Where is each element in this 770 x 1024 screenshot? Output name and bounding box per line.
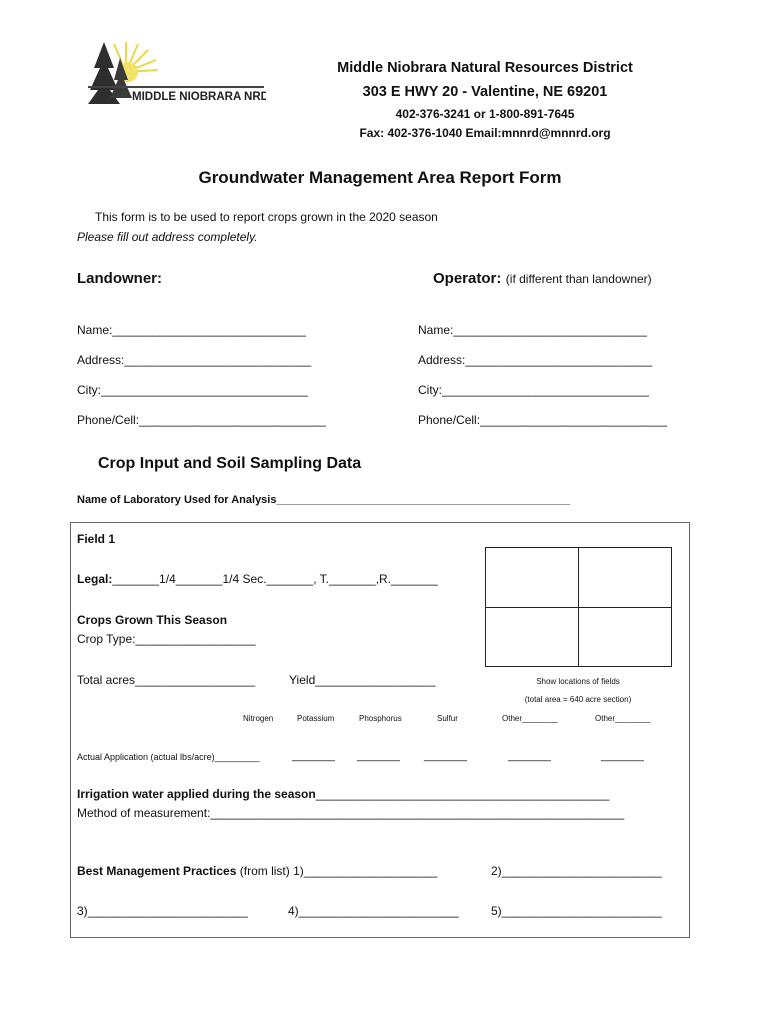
map-caption-2: (total area = 640 acre section) xyxy=(524,695,632,704)
crop-type-field[interactable]: Crop Type:__________________ xyxy=(77,632,256,646)
form-instruction: Please fill out address completely. xyxy=(77,230,258,244)
application-blank[interactable]: _______ xyxy=(292,750,335,762)
legal-fields[interactable]: _______1/4_______1/4 Sec._______, T._______,R._______ xyxy=(112,572,438,586)
tree-sun-logo-icon xyxy=(86,40,266,106)
application-blank[interactable]: _______ xyxy=(424,750,467,762)
bmp-row xyxy=(77,864,437,878)
application-blank[interactable]: _______ xyxy=(508,750,551,762)
total-acres-field[interactable]: Total acres__________________ xyxy=(77,673,256,687)
actual-application-label[interactable]: Actual Application (actual lbs/acre)_________ xyxy=(77,752,260,762)
landowner-heading: Landowner: xyxy=(77,270,162,287)
nutrient-phosphorus: Phosphorus xyxy=(359,714,402,723)
lab-name-field[interactable]: Name of Laboratory Used for Analysis________________________________________________ xyxy=(77,494,571,506)
nutrient-other-2[interactable]: Other________ xyxy=(595,714,651,723)
crop-section-heading: Crop Input and Soil Sampling Data xyxy=(98,455,362,472)
legal-row[interactable] xyxy=(77,572,438,586)
operator-name-field[interactable]: Name:_____________________________ xyxy=(418,323,647,337)
nutrient-potassium: Potassium xyxy=(297,714,335,723)
operator-heading-row xyxy=(433,270,652,288)
operator-heading: Operator: xyxy=(433,270,502,287)
crops-heading: Crops Grown This Season xyxy=(77,613,228,627)
form-intro: This form is to be used to report crops grown in the 2020 season xyxy=(95,210,438,224)
org-address: 303 E HWY 20 - Valentine, NE 69201 xyxy=(362,84,608,100)
grid-horizontal-line xyxy=(486,607,671,608)
bmp-note: (from list) xyxy=(239,864,290,878)
field-title: Field 1 xyxy=(77,532,116,546)
application-blank[interactable]: _______ xyxy=(601,750,644,762)
operator-city-field[interactable]: City:_______________________________ xyxy=(418,383,649,397)
org-name: Middle Niobrara Natural Resources District xyxy=(337,60,633,76)
nutrient-sulfur: Sulfur xyxy=(437,714,458,723)
bmp-3-field[interactable]: 3)________________________ xyxy=(77,904,248,918)
application-blank[interactable]: _______ xyxy=(357,750,400,762)
bmp-4-field[interactable]: 4)________________________ xyxy=(288,904,459,918)
nrd-logo xyxy=(86,40,266,106)
bmp-5-field[interactable]: 5)________________________ xyxy=(491,904,662,918)
irrigation-label: Irrigation water applied during the season xyxy=(77,787,316,801)
method-field[interactable]: Method of measurement:______________________________________________________________ xyxy=(77,806,625,820)
bmp-label: Best Management Practices xyxy=(77,864,237,878)
bmp-2-field[interactable]: 2)________________________ xyxy=(491,864,662,878)
operator-phone-field[interactable]: Phone/Cell:____________________________ xyxy=(418,413,667,427)
nutrient-nitrogen: Nitrogen xyxy=(243,714,274,723)
operator-note: (if different than landowner) xyxy=(505,272,652,286)
nutrient-other-1[interactable]: Other________ xyxy=(502,714,558,723)
landowner-city-field[interactable]: City:_______________________________ xyxy=(77,383,308,397)
landowner-address-field[interactable]: Address:____________________________ xyxy=(77,353,312,367)
legal-label: Legal: xyxy=(77,572,113,586)
operator-address-field[interactable]: Address:____________________________ xyxy=(418,353,653,367)
yield-field[interactable]: Yield__________________ xyxy=(289,673,436,687)
landowner-phone-field[interactable]: Phone/Cell:____________________________ xyxy=(77,413,326,427)
landowner-name-field[interactable]: Name:_____________________________ xyxy=(77,323,306,337)
bmp-1-field[interactable]: 1)____________________ xyxy=(293,864,438,878)
org-fax-email: Fax: 402-376-1040 Email:mnnrd@mnnrd.org xyxy=(359,126,611,140)
form-title: Groundwater Management Area Report Form xyxy=(198,168,562,187)
section-location-grid[interactable] xyxy=(485,547,672,667)
irrigation-row[interactable] xyxy=(77,787,609,801)
org-phone: 402-376-3241 or 1-800-891-7645 xyxy=(395,107,575,121)
irrigation-blank[interactable]: ____________________________________________ xyxy=(315,787,610,801)
logo-text: MIDDLE NIOBRARA NRD xyxy=(132,91,266,103)
map-caption-1: Show locations of fields xyxy=(536,677,620,686)
